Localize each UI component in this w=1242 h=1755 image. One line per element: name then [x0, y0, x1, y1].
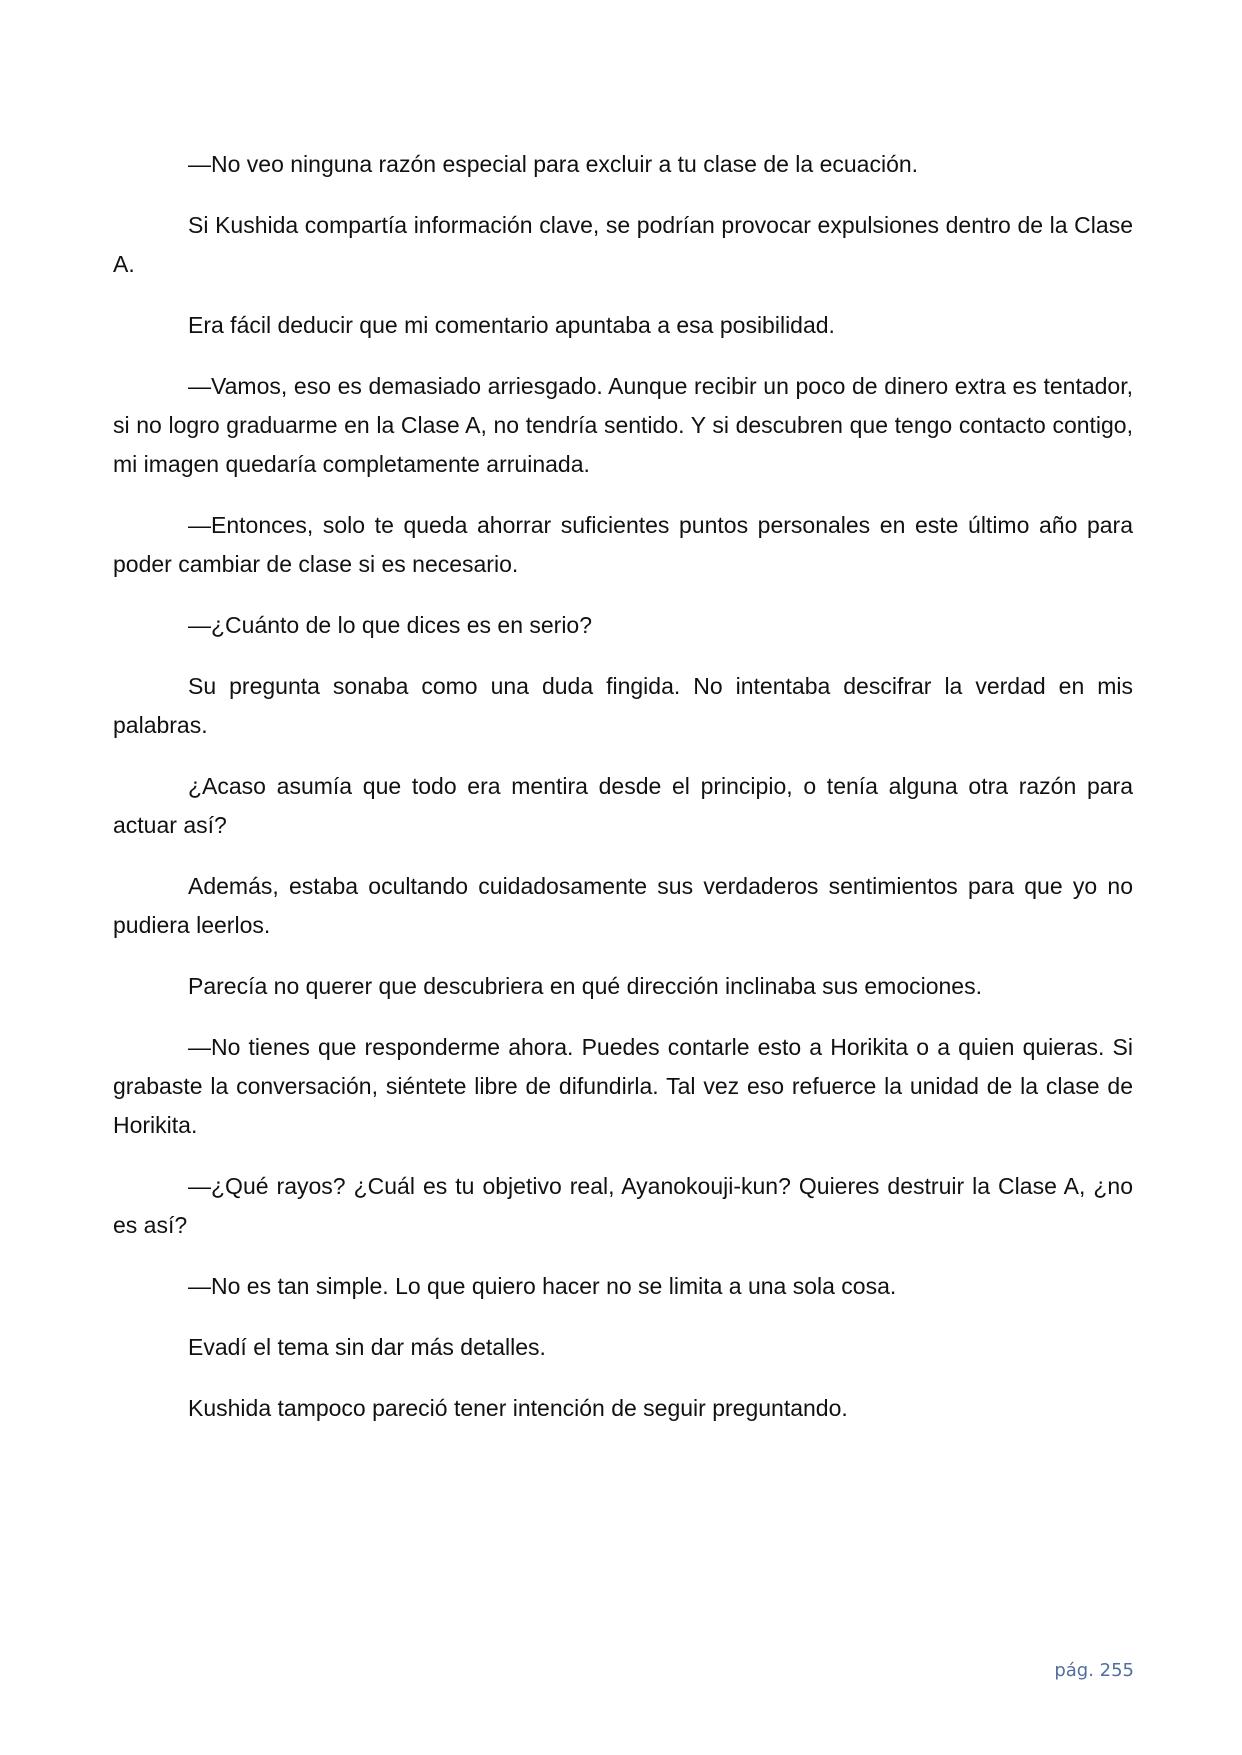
- paragraph: —Entonces, solo te queda ahorrar suficientes puntos personales en este último año para poder cambiar de clase si es necesario.: [113, 512, 1133, 577]
- paragraph: —No es tan simple. Lo que quiero hacer no se limita a una sola cosa.: [188, 1273, 897, 1299]
- paragraph: Si Kushida compartía información clave, se podrían provocar expulsiones dentro de la Clase A.: [113, 212, 1133, 277]
- body-text: [113, 145, 1133, 1450]
- paragraph: —¿Cuánto de lo que dices es en serio?: [188, 612, 593, 638]
- paragraph: Era fácil deducir que mi comentario apuntaba a esa posibilidad.: [188, 312, 835, 338]
- page-number: pág. 255: [1054, 1660, 1134, 1681]
- paragraph: —No veo ninguna razón especial para excluir a tu clase de la ecuación.: [188, 151, 919, 177]
- paragraph: Kushida tampoco pareció tener intención de seguir preguntando.: [188, 1395, 848, 1421]
- paragraph: ¿Acaso asumía que todo era mentira desde el principio, o tenía alguna otra razón para actuar así?: [113, 773, 1133, 838]
- paragraph: Además, estaba ocultando cuidadosamente sus verdaderos sentimientos para que yo no pudiera leerlos.: [113, 873, 1133, 938]
- paragraph: Su pregunta sonaba como una duda fingida. No intentaba descifrar la verdad en mis palabras.: [113, 673, 1133, 738]
- paragraph: Parecía no querer que descubriera en qué dirección inclinaba sus emociones.: [188, 973, 982, 999]
- paragraph: —No tienes que responderme ahora. Puedes contarle esto a Horikita o a quien quieras. Si grabaste la conversación, siéntete libre de difundirla. Tal vez eso refuerce la unidad de la clase de Horikita.: [113, 1034, 1133, 1138]
- paragraph: —Vamos, eso es demasiado arriesgado. Aunque recibir un poco de dinero extra es tentador, si no logro graduarme en la Clase A, no tendría sentido. Y si descubren que tengo contacto contigo, mi imagen quedaría completamente arruinada.: [113, 373, 1133, 477]
- paragraph: —¿Qué rayos? ¿Cuál es tu objetivo real, Ayanokouji-kun? Quieres destruir la Clase A, ¿no es así?: [113, 1173, 1133, 1238]
- paragraph: Evadí el tema sin dar más detalles.: [188, 1334, 546, 1360]
